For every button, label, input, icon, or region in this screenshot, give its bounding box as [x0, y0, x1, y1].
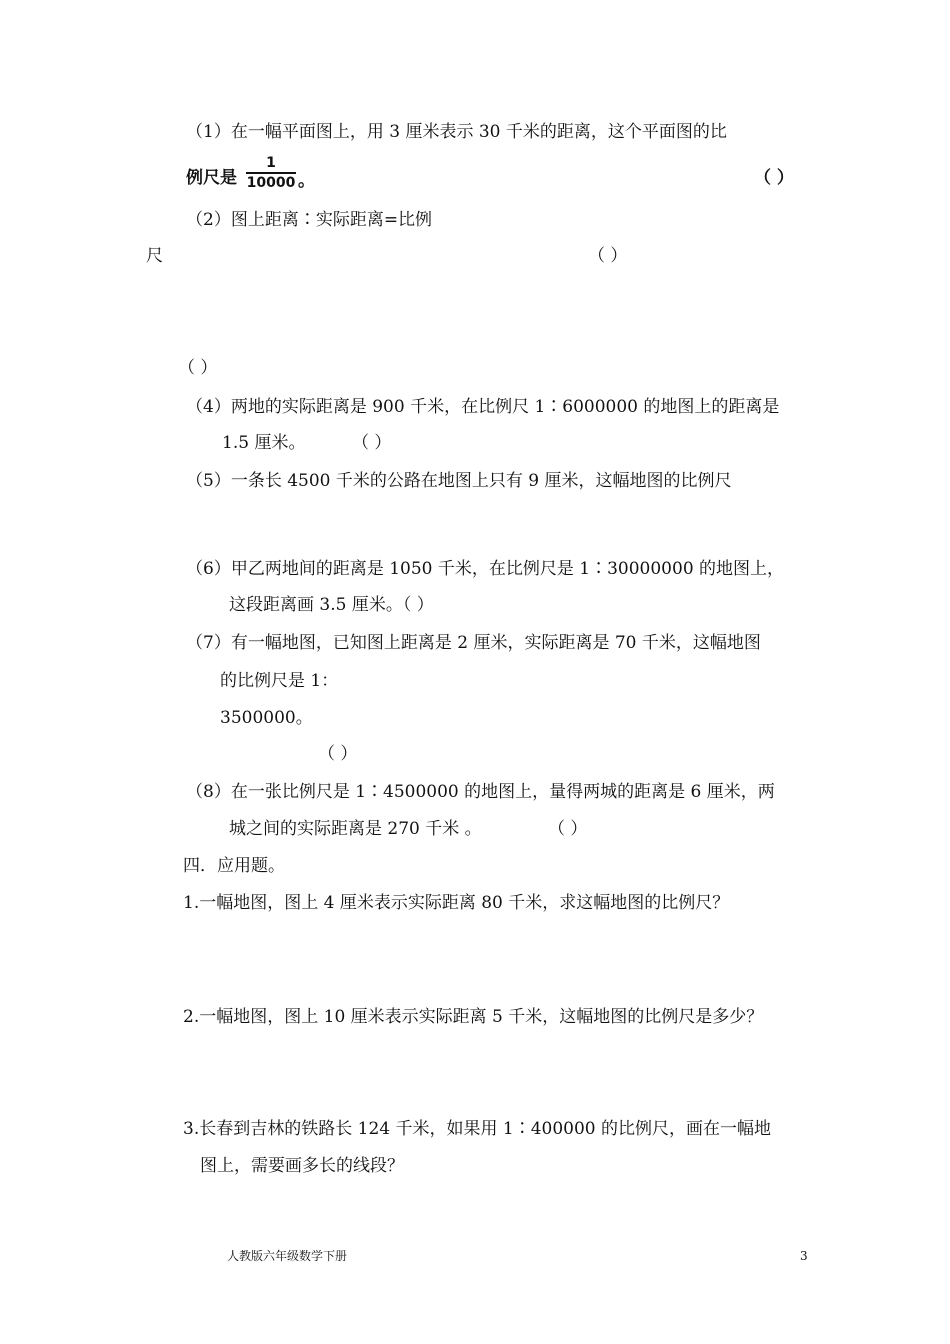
q1-line2-prefix: 例尺是 — [186, 168, 237, 188]
q1-line1: （1）在一幅平面图上，用 3 厘米表示 30 千米的距离，这个平面图的比 — [186, 122, 727, 142]
q6-line1: （6）甲乙两地间的距离是 1050 千米，在比例尺是 1∶30000000 的地图上， — [186, 559, 785, 579]
q4-line2: 1.5 厘米。 — [222, 433, 306, 453]
q1-line2-suffix: 。 — [298, 171, 315, 191]
q2-answer-paren: （ ） — [588, 246, 628, 266]
footer-book-title: 人教版六年级数学下册 — [227, 1249, 348, 1263]
q7-line1: （7）有一幅地图，已知图上距离是 2 厘米，实际距离是 70 千米，这幅地图 — [186, 633, 761, 653]
q7-answer-paren: （ ） — [318, 744, 358, 764]
application-heading: 四．应用题。 — [183, 856, 285, 876]
application-problem-1: 1.一幅地图，图上 4 厘米表示实际距离 80 千米，求这幅地图的比例尺？ — [183, 893, 730, 913]
q1-fraction-numerator: 1 — [266, 155, 276, 171]
q8-line1: （8）在一张比例尺是 1∶4500000 的地图上，量得两城的距离是 6 厘米，两 — [186, 782, 775, 802]
q8-answer-paren: （ ） — [548, 819, 588, 839]
q2-line2: 尺 — [146, 246, 163, 266]
application-problem-2: 2.一幅地图，图上 10 厘米表示实际距离 5 千米，这幅地图的比例尺是多少？ — [183, 1007, 764, 1027]
application-problem-3-line1: 3.长春到吉林的铁路长 124 千米，如果用 1∶400000 的比例尺，画在一幅地 — [183, 1119, 771, 1139]
application-problem-3-line2: 图上，需要画多长的线段？ — [200, 1156, 404, 1176]
q6-line2: 这段距离画 3.5 厘米。（ ） — [229, 595, 434, 615]
q1-fraction-bar — [246, 172, 296, 174]
q7-line2: 的比例尺是 1： — [220, 671, 339, 691]
q7-line3: 3500000。 — [220, 708, 313, 728]
q1-fraction — [246, 155, 296, 191]
q4-answer-paren: （ ） — [352, 433, 392, 453]
q2-line1: （2）图上距离∶实际距离=比例 — [186, 210, 433, 230]
q1-fraction-denominator: 10000 — [246, 175, 296, 191]
q8-line2: 城之间的实际距离是 270 千米 。 — [229, 819, 482, 839]
footer-page-number: 3 — [800, 1249, 808, 1263]
q4-line1: （4）两地的实际距离是 900 千米，在比例尺 1∶6000000 的地图上的距离是 — [186, 397, 780, 417]
q5-line1: （5）一条长 4500 千米的公路在地图上只有 9 厘米，这幅地图的比例尺 — [186, 471, 732, 491]
q1-answer-paren: （ ） — [754, 168, 794, 188]
q3-answer-paren: （ ） — [178, 358, 218, 378]
